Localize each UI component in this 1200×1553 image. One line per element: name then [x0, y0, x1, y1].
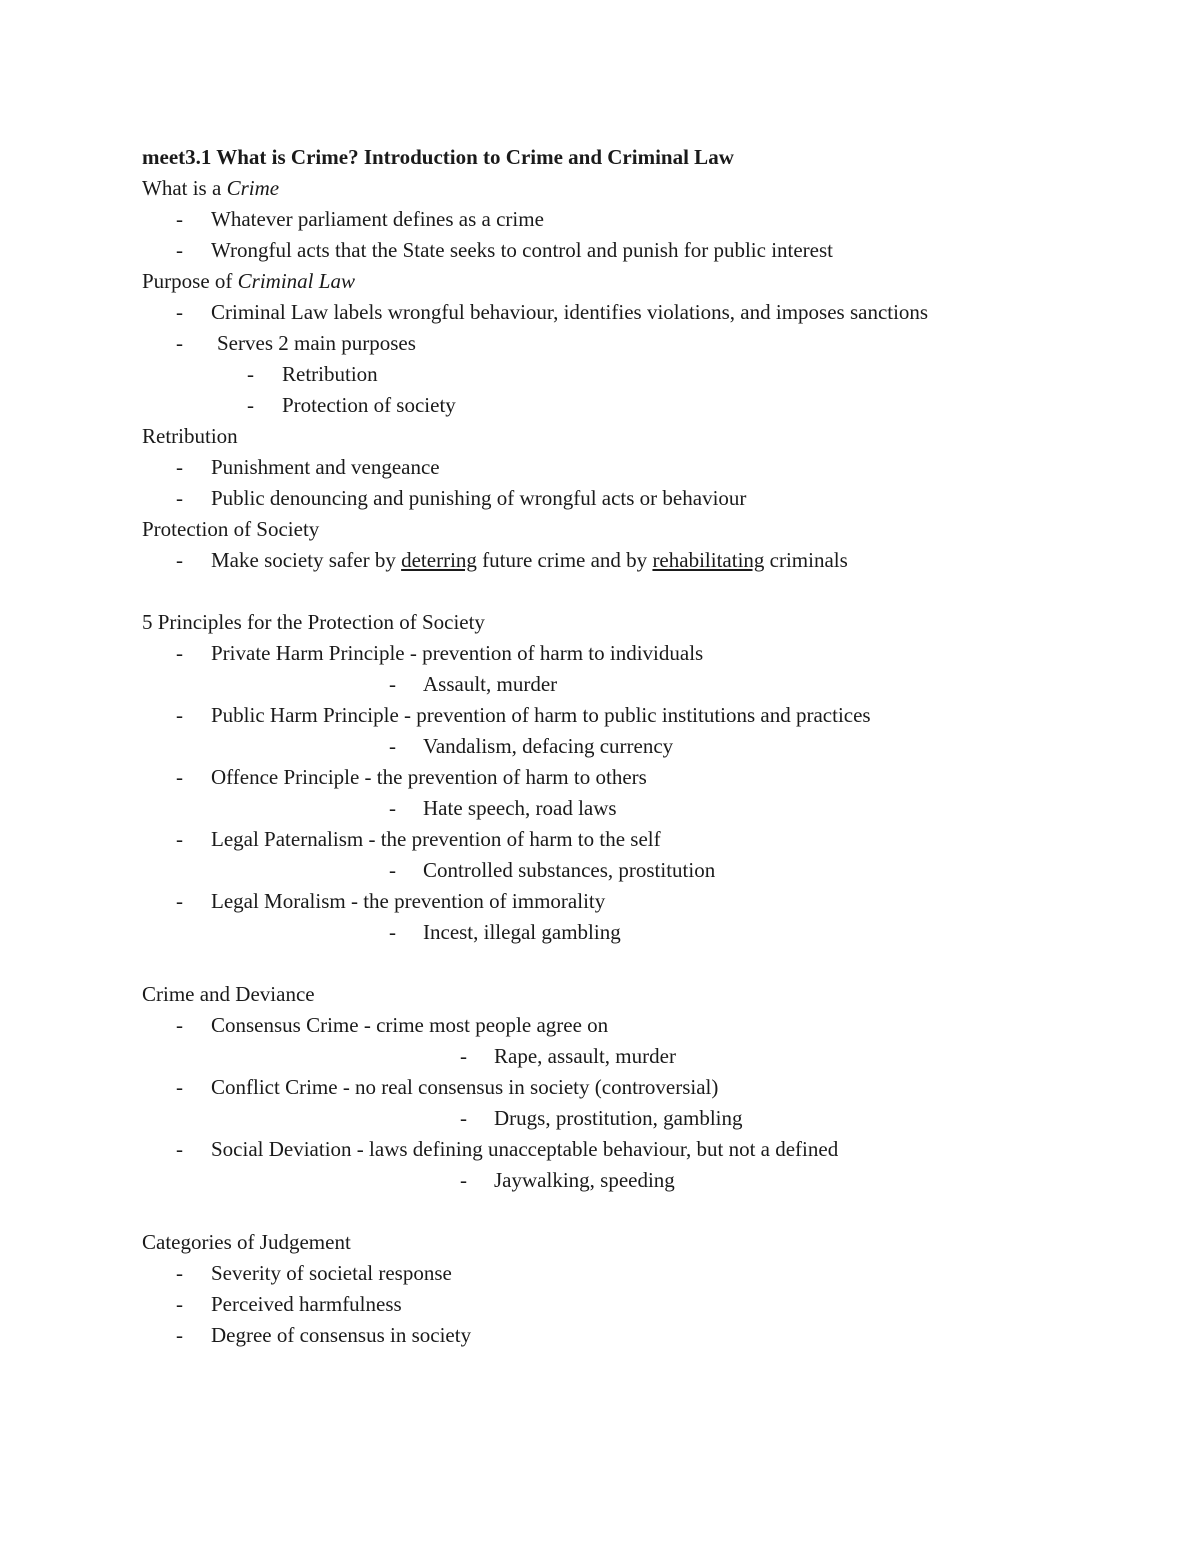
bullet-dash: - [389, 920, 396, 944]
list-item-text: Conflict Crime - no real consensus in society (controversial) [211, 1075, 719, 1099]
list-item-text: Criminal Law labels wrongful behaviour, identifies violations, and imposes sanctions [211, 300, 929, 324]
bullet-dash: - [176, 331, 183, 355]
list-item-text: Social Deviation - laws defining unacceptable behaviour, but not a defined [211, 1137, 839, 1161]
blank-line [142, 576, 1142, 607]
bullet-dash: - [176, 889, 183, 913]
section-heading-retribution: Retribution [142, 424, 238, 448]
example-text: Vandalism, defacing currency [423, 734, 674, 758]
bullet-dash: - [389, 858, 396, 882]
list-item-text: Public Harm Principle - prevention of harm to public institutions and practices [211, 703, 871, 727]
list-item-text: Legal Paternalism - the prevention of harm to the self [211, 827, 661, 851]
sub-list-item [142, 390, 1142, 421]
bullet-dash: - [389, 734, 396, 758]
bullet-dash: - [176, 1075, 183, 1099]
bullet-dash: - [176, 1137, 183, 1161]
example-text: Controlled substances, prostitution [423, 858, 716, 882]
sub-list-item [142, 359, 1142, 390]
list-item [142, 638, 1142, 669]
list-item-text: Private Harm Principle - prevention of harm to individuals [211, 641, 704, 665]
example-text: Jaywalking, speeding [494, 1168, 675, 1192]
list-item [142, 483, 1142, 514]
underlined-term: deterring [401, 548, 477, 572]
text-run: future crime and by [476, 548, 653, 572]
list-item [142, 824, 1142, 855]
document-title: meet3.1 What is Crime? Introduction to Crime and Criminal Law [142, 145, 734, 169]
list-item-text: Wrongful acts that the State seeks to control and punish for public interest [211, 238, 834, 262]
list-item [142, 1072, 1142, 1103]
example-text: Drugs, prostitution, gambling [494, 1106, 743, 1130]
bullet-dash: - [176, 765, 183, 789]
list-item-text: Perceived harmfulness [211, 1292, 402, 1316]
bullet-dash: - [460, 1168, 467, 1192]
section-heading-deviance: Crime and Deviance [142, 982, 315, 1006]
example-item [142, 669, 1142, 700]
list-item-text: Degree of consensus in society [211, 1323, 472, 1347]
list-item-text: Offence Principle - the prevention of harm to others [211, 765, 647, 789]
bullet-dash: - [176, 548, 183, 572]
example-text: Incest, illegal gambling [423, 920, 621, 944]
example-item [142, 1103, 1142, 1134]
list-item-text: Legal Moralism - the prevention of immorality [211, 889, 606, 913]
bullet-dash: - [176, 455, 183, 479]
bullet-dash: - [176, 703, 183, 727]
list-item [142, 1320, 1142, 1351]
list-item [142, 235, 1142, 266]
document-body [142, 142, 1142, 1351]
bullet-dash: - [176, 1292, 183, 1316]
example-item [142, 1165, 1142, 1196]
text-run: criminals [764, 548, 848, 572]
heading-emphasis: Crime [226, 176, 280, 200]
section-heading-purpose [142, 266, 1142, 297]
section-heading-judgement: Categories of Judgement [142, 1230, 351, 1254]
bullet-dash: - [247, 393, 254, 417]
list-item [142, 204, 1142, 235]
list-item [142, 1258, 1142, 1289]
example-item [142, 1041, 1142, 1072]
example-text: Hate speech, road laws [423, 796, 617, 820]
list-item-text: Punishment and vengeance [211, 455, 440, 479]
list-item [142, 328, 1142, 359]
underlined-term: rehabilitating [652, 548, 765, 572]
section-heading-protection: Protection of Society [142, 517, 320, 541]
list-item-text: Consensus Crime - crime most people agree on [211, 1013, 609, 1037]
bullet-dash: - [460, 1106, 467, 1130]
bullet-dash: - [176, 238, 183, 262]
heading-text: What is a [142, 176, 227, 200]
heading-emphasis: Criminal Law [237, 269, 355, 293]
bullet-dash: - [176, 1323, 183, 1347]
section-heading-principles: 5 Principles for the Protection of Society [142, 610, 485, 634]
list-item [142, 452, 1142, 483]
list-item-text: Whatever parliament defines as a crime [211, 207, 544, 231]
example-text: Assault, murder [423, 672, 558, 696]
sub-list-item-text: Protection of society [282, 393, 456, 417]
list-item-text [211, 545, 848, 576]
heading-text: Purpose of [142, 269, 238, 293]
sub-list-item-text: Retribution [282, 362, 378, 386]
list-item [142, 1289, 1142, 1320]
list-item [142, 297, 1142, 328]
list-item-text: Public denouncing and punishing of wrongful acts or behaviour [211, 486, 747, 510]
list-item [142, 762, 1142, 793]
section-heading-what-is-crime [142, 173, 1142, 204]
list-item [142, 700, 1142, 731]
bullet-dash: - [176, 1261, 183, 1285]
bullet-dash: - [389, 796, 396, 820]
bullet-dash: - [176, 641, 183, 665]
list-item [142, 1134, 1142, 1165]
list-item [142, 1010, 1142, 1041]
bullet-dash: - [176, 827, 183, 851]
example-item [142, 731, 1142, 762]
list-item-text: Serves 2 main purposes [217, 331, 416, 355]
bullet-dash: - [176, 207, 183, 231]
example-item [142, 855, 1142, 886]
text-run: Make society safer by [211, 548, 402, 572]
bullet-dash: - [176, 486, 183, 510]
bullet-dash: - [389, 672, 396, 696]
bullet-dash: - [176, 1013, 183, 1037]
list-item [142, 545, 1142, 576]
example-text: Rape, assault, murder [494, 1044, 676, 1068]
example-item [142, 917, 1142, 948]
blank-line [142, 948, 1142, 979]
list-item-text: Severity of societal response [211, 1261, 452, 1285]
blank-line [142, 1196, 1142, 1227]
example-item [142, 793, 1142, 824]
bullet-dash: - [247, 362, 254, 386]
list-item [142, 886, 1142, 917]
bullet-dash: - [176, 300, 183, 324]
bullet-dash: - [460, 1044, 467, 1068]
